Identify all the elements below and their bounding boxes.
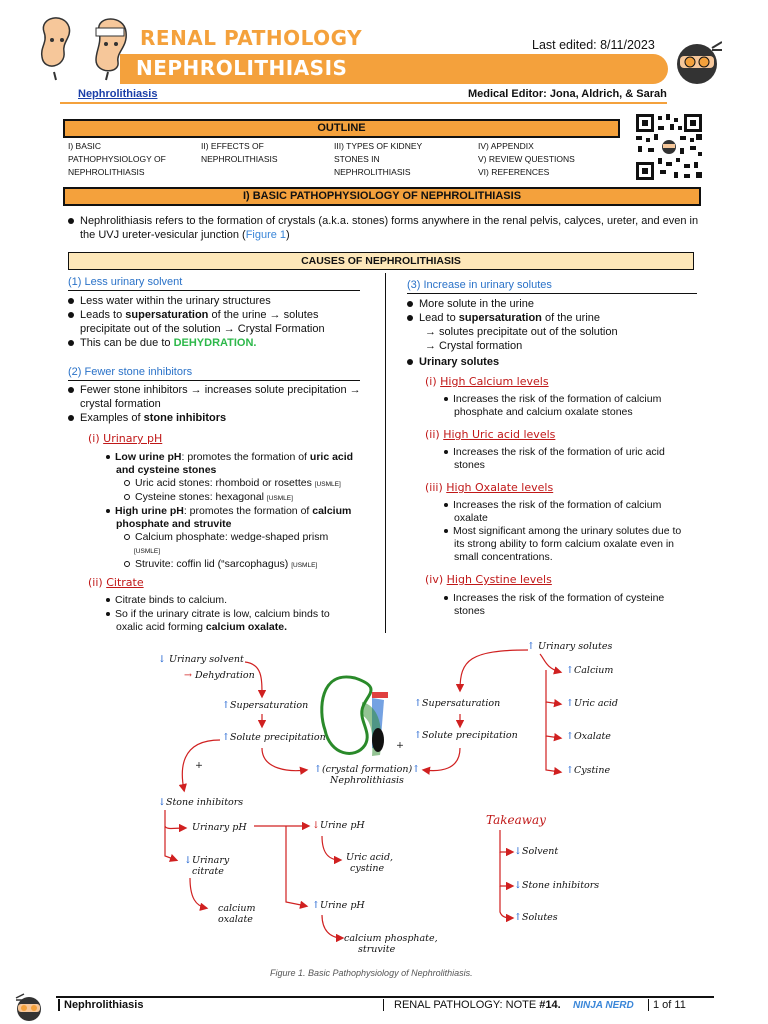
takeaway-heading: Takeaway: [486, 813, 546, 827]
dx-calcium: ↑Calcium: [566, 665, 614, 676]
dx-dehydration: → Dehydration: [184, 670, 255, 681]
dx-crystal: ↑(crystal formation)↑: [314, 764, 421, 775]
qr-code[interactable]: [634, 112, 704, 182]
cause-1-list: Less water within the urinary structures Leads to supersaturation of the urine → solutes precipitate out of the solution → Crystal Formation This can be due to DEHYDRATION.: [68, 294, 364, 350]
dx-urinary-solvent: ↓ Urinary solvent: [158, 654, 244, 665]
dx-urinary-solutes: ↑ Urinary solutes: [527, 641, 613, 652]
cause-3-list: More solute in the urine Lead to supersaturation of the urine → solutes precipitate out of the solution → Crystal formation Urinary solutes: [407, 297, 703, 369]
outline-item-2[interactable]: II) EFFECTS OF NEPHROLITHIASIS: [201, 141, 278, 164]
outline-heading: OUTLINE: [63, 119, 620, 138]
kidney-illustration-icon: [322, 677, 388, 756]
section-heading: I) BASIC PATHOPHYSIOLOGY OF NEPHROLITHIASIS: [63, 187, 701, 206]
cystine-heading: (iv) High Cystine levels: [425, 573, 552, 586]
cause-2-underline: [68, 380, 360, 381]
cause-2-heading: (2) Fewer stone inhibitors: [68, 366, 193, 378]
cause-3-underline: [407, 293, 697, 294]
dx-precipitation-left: ↑Solute precipitation: [222, 732, 326, 743]
urinary-ph-list: Low urine pH: promotes the formation of uric acid and cysteine stones Uric acid stones: rhomboid or rosettes [USMLE] Cysteine stones: hexagonal [USMLE] High urine pH: promotes the formation of calcium phosphate and struvite Calcium phosphate: wedge-shaped prism [USMLE] Struvite: coffin lid (“sarcophagus) [USMLE]: [106, 451, 366, 572]
dx-nephrolithiasis: Nephrolithiasis: [330, 775, 404, 786]
figure-caption: Figure 1. Basic Pathophysiology of Nephrolithiasis.: [270, 968, 473, 978]
page-number: 1 of 11: [648, 999, 686, 1011]
dx-supersaturation-right: ↑Supersaturation: [414, 698, 501, 709]
dx-plus-left: +: [195, 760, 203, 771]
outline-item-3[interactable]: III) TYPES OF KIDNEY STONES IN NEPHROLITHIASIS: [334, 141, 423, 177]
medical-editors: Medical Editor: Jona, Aldrich, & Sarah: [468, 88, 667, 100]
course-title: RENAL PATHOLOGY: [140, 26, 363, 50]
topic-link[interactable]: Nephrolithiasis: [78, 88, 158, 100]
ninja-nerd-logo: NINJA NERD: [573, 1000, 634, 1011]
column-divider: [385, 273, 386, 633]
calcium-heading: (i) High Calcium levels: [425, 375, 549, 388]
dx-urine-ph-high: ↑Urine pH: [312, 900, 365, 911]
kidney-mascot-icon: [34, 12, 134, 82]
dx-urine-ph-low: ↓Urine pH: [312, 820, 365, 831]
dx-urinary-citrate: ↓Urinary citrate: [184, 855, 230, 877]
takeaway-solvent: ↓Solvent: [514, 846, 559, 857]
dx-calcium-oxalate: calcium oxalate: [218, 903, 256, 925]
dx-oxalate: ↑Oxalate: [566, 731, 611, 742]
dx-uric-acid: ↑Uric acid: [566, 698, 618, 709]
cause-1-underline: [68, 290, 360, 291]
cause-1-heading: (1) Less urinary solvent: [68, 276, 183, 288]
cause-2-list: Fewer stone inhibitors → increases solute precipitation → crystal formation Examples of stone inhibitors: [68, 383, 364, 425]
ninja-mascot-icon: [672, 36, 722, 86]
urinary-ph-heading: (i) Urinary pH: [88, 432, 163, 445]
topic-title: NEPHROLITHIASIS: [136, 56, 348, 80]
causes-heading: CAUSES OF NEPHROLITHIASIS: [68, 252, 694, 270]
dx-plus-right: +: [396, 740, 404, 751]
oxalate-list: Increases the risk of the formation of calcium oxalate Most significant among the urinary solutes due to its strong ability to form calcium oxalate even in small concentrations.: [444, 499, 714, 564]
dx-stone-inhibitors: ↓Stone inhibitors: [158, 797, 244, 808]
uric-acid-heading: (ii) High Uric acid levels: [425, 428, 556, 441]
dx-supersaturation-left: ↑Supersaturation: [222, 700, 309, 711]
dx-calcium-phosphate: calcium phosphate, struvite: [344, 933, 438, 955]
outline-item-1[interactable]: I) BASIC PATHOPHYSIOLOGY OF NEPHROLITHIASIS: [68, 141, 166, 177]
header-divider: [60, 102, 667, 104]
dx-urinary-ph: Urinary pH: [192, 822, 247, 833]
intro-paragraph: Nephrolithiasis refers to the formation of crystals (a.k.a. stones) forms anywhere in the renal pelvis, calyces, ureter, and even in the UVJ ureter-vesicular junction (Figure 1): [68, 214, 708, 242]
footer-topic: Nephrolithiasis: [58, 999, 143, 1011]
uric-acid-list: Increases the risk of the formation of uric acid stones: [444, 446, 714, 472]
citrate-heading: (ii) Citrate: [88, 576, 144, 589]
calcium-list: Increases the risk of the formation of calcium phosphate and calcium oxalate stones: [444, 393, 714, 419]
oxalate-heading: (iii) High Oxalate levels: [425, 481, 554, 494]
takeaway-inhibitors: ↓Stone inhibitors: [514, 880, 600, 891]
takeaway-solutes: ↑Solutes: [514, 912, 558, 923]
cystine-list: Increases the risk of the formation of cysteine stones: [444, 592, 714, 618]
dx-cystine: ↑Cystine: [566, 765, 611, 776]
footer-note: RENAL PATHOLOGY: NOTE #14.: [383, 999, 561, 1011]
last-edited: Last edited: 8/11/2023: [532, 38, 655, 52]
dx-uric-cystine: Uric acid, cystine: [346, 852, 394, 874]
citrate-list: Citrate binds to calcium. So if the urinary citrate is low, calcium binds to oxalic acid forming calcium oxalate.: [106, 594, 376, 635]
figure-link[interactable]: Figure 1: [245, 229, 287, 241]
pathophysiology-diagram: [0, 630, 768, 970]
cause-3-heading: (3) Increase in urinary solutes: [407, 279, 552, 291]
dx-precipitation-right: ↑Solute precipitation: [414, 730, 518, 741]
ninja-footer-icon: [12, 992, 46, 1022]
outline-item-4[interactable]: IV) APPENDIX V) REVIEW QUESTIONS VI) REFERENCES: [478, 141, 575, 177]
footer-divider: [56, 996, 714, 998]
